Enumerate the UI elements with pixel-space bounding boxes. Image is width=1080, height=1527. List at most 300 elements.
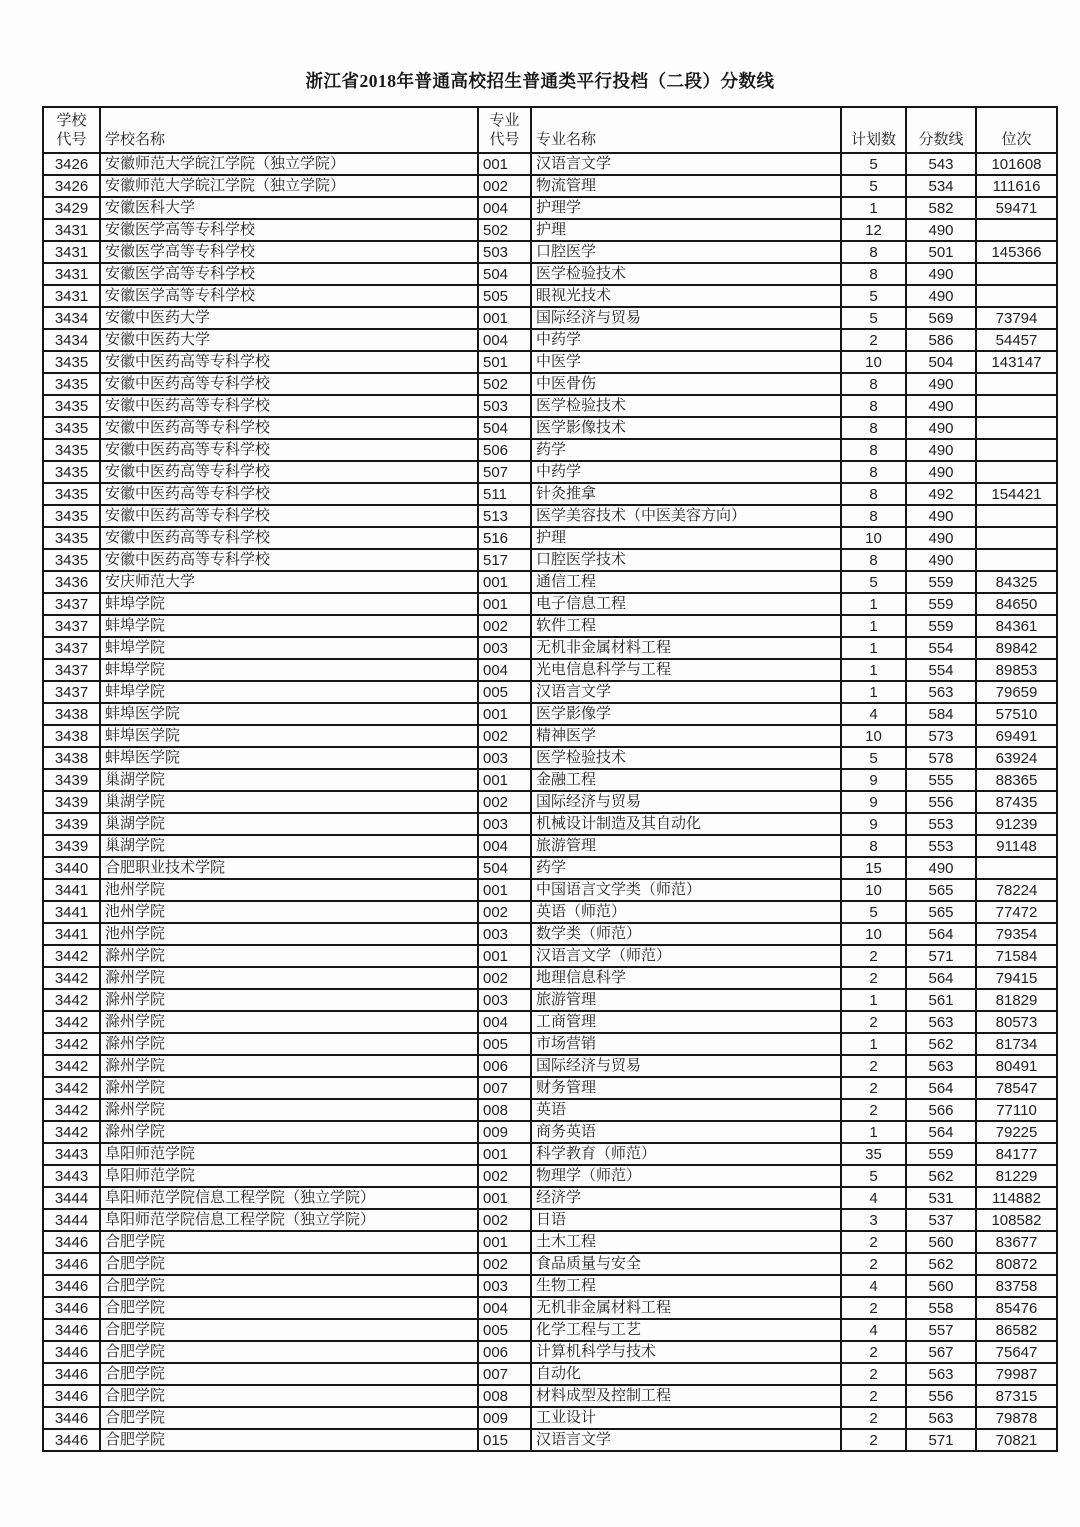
cell-major-code: 002 bbox=[478, 615, 531, 637]
cell-major-name: 无机非金属材料工程 bbox=[531, 1297, 841, 1319]
table-row bbox=[43, 461, 1057, 483]
cell-major-name: 生物工程 bbox=[531, 1275, 841, 1297]
table-row bbox=[43, 219, 1057, 241]
cell-major-name: 医学影像学 bbox=[531, 703, 841, 725]
cell-plan-count: 8 bbox=[841, 417, 906, 439]
cell-major-name: 国际经济与贸易 bbox=[531, 307, 841, 329]
cell-school-name: 安徽师范大学皖江学院（独立学院） bbox=[100, 153, 478, 175]
table-row bbox=[43, 769, 1057, 791]
cell-score-line: 573 bbox=[906, 725, 976, 747]
table-row bbox=[43, 1077, 1057, 1099]
cell-rank: 88365 bbox=[976, 769, 1057, 791]
cell-major-code: 001 bbox=[478, 1231, 531, 1253]
cell-rank: 114882 bbox=[976, 1187, 1057, 1209]
cell-major-name: 药学 bbox=[531, 857, 841, 879]
cell-school-name: 滁州学院 bbox=[100, 1077, 478, 1099]
cell-major-name: 计算机科学与技术 bbox=[531, 1341, 841, 1363]
cell-major-name: 金融工程 bbox=[531, 769, 841, 791]
cell-plan-count: 1 bbox=[841, 989, 906, 1011]
cell-school-code: 3442 bbox=[43, 1055, 100, 1077]
cell-rank: 84177 bbox=[976, 1143, 1057, 1165]
cell-major-code: 004 bbox=[478, 659, 531, 681]
cell-major-code: 504 bbox=[478, 263, 531, 285]
col-header-plan-count: 计划数 bbox=[841, 107, 906, 153]
cell-school-code: 3437 bbox=[43, 593, 100, 615]
cell-school-name: 合肥职业技术学院 bbox=[100, 857, 478, 879]
cell-school-name: 安徽中医药高等专科学校 bbox=[100, 417, 478, 439]
cell-school-name: 池州学院 bbox=[100, 879, 478, 901]
cell-rank: 154421 bbox=[976, 483, 1057, 505]
cell-school-name: 合肥学院 bbox=[100, 1407, 478, 1429]
table-row bbox=[43, 593, 1057, 615]
cell-major-name: 机械设计制造及其自动化 bbox=[531, 813, 841, 835]
col-header-rank: 位次 bbox=[976, 107, 1057, 153]
cell-rank: 83758 bbox=[976, 1275, 1057, 1297]
cell-score-line: 564 bbox=[906, 1121, 976, 1143]
cell-school-code: 3431 bbox=[43, 241, 100, 263]
table-row bbox=[43, 1253, 1057, 1275]
cell-plan-count: 35 bbox=[841, 1143, 906, 1165]
cell-school-name: 阜阳师范学院 bbox=[100, 1165, 478, 1187]
cell-plan-count: 1 bbox=[841, 615, 906, 637]
cell-plan-count: 2 bbox=[841, 1099, 906, 1121]
cell-score-line: 504 bbox=[906, 351, 976, 373]
cell-school-name: 安徽中医药高等专科学校 bbox=[100, 483, 478, 505]
cell-major-code: 001 bbox=[478, 1143, 531, 1165]
table-row bbox=[43, 813, 1057, 835]
cell-major-code: 001 bbox=[478, 1187, 531, 1209]
cell-school-code: 3441 bbox=[43, 901, 100, 923]
cell-major-code: 005 bbox=[478, 1033, 531, 1055]
cell-major-code: 015 bbox=[478, 1429, 531, 1451]
cell-major-code: 002 bbox=[478, 1209, 531, 1231]
cell-major-code: 003 bbox=[478, 813, 531, 835]
cell-major-code: 007 bbox=[478, 1077, 531, 1099]
cell-school-name: 合肥学院 bbox=[100, 1319, 478, 1341]
cell-school-code: 3435 bbox=[43, 549, 100, 571]
cell-school-code: 3435 bbox=[43, 439, 100, 461]
table-row bbox=[43, 1209, 1057, 1231]
cell-school-name: 安徽医学高等专科学校 bbox=[100, 285, 478, 307]
table-row bbox=[43, 989, 1057, 1011]
table-row bbox=[43, 197, 1057, 219]
cell-school-code: 3442 bbox=[43, 945, 100, 967]
cell-plan-count: 1 bbox=[841, 197, 906, 219]
cell-rank: 108582 bbox=[976, 1209, 1057, 1231]
cell-school-name: 巢湖学院 bbox=[100, 813, 478, 835]
cell-score-line: 543 bbox=[906, 153, 976, 175]
cell-school-code: 3439 bbox=[43, 813, 100, 835]
cell-school-name: 蚌埠学院 bbox=[100, 593, 478, 615]
cell-rank: 86582 bbox=[976, 1319, 1057, 1341]
cell-plan-count: 8 bbox=[841, 439, 906, 461]
cell-school-code: 3437 bbox=[43, 659, 100, 681]
cell-school-name: 阜阳师范学院信息工程学院（独立学院） bbox=[100, 1187, 478, 1209]
cell-plan-count: 9 bbox=[841, 791, 906, 813]
cell-plan-count: 2 bbox=[841, 1011, 906, 1033]
col-header-school-code-line2: 代号 bbox=[56, 132, 87, 148]
cell-major-code: 001 bbox=[478, 593, 531, 615]
cell-score-line: 531 bbox=[906, 1187, 976, 1209]
cell-score-line: 559 bbox=[906, 593, 976, 615]
cell-school-code: 3436 bbox=[43, 571, 100, 593]
cell-score-line: 565 bbox=[906, 879, 976, 901]
cell-score-line: 554 bbox=[906, 659, 976, 681]
page-title: 浙江省2018年普通高校招生普通类平行投档（二段）分数线 bbox=[305, 71, 775, 91]
cell-school-name: 安徽中医药高等专科学校 bbox=[100, 505, 478, 527]
cell-major-name: 材料成型及控制工程 bbox=[531, 1385, 841, 1407]
cell-rank: 84650 bbox=[976, 593, 1057, 615]
cell-major-name: 财务管理 bbox=[531, 1077, 841, 1099]
cell-plan-count: 5 bbox=[841, 901, 906, 923]
cell-rank: 79415 bbox=[976, 967, 1057, 989]
cell-major-name: 电子信息工程 bbox=[531, 593, 841, 615]
cell-major-code: 001 bbox=[478, 307, 531, 329]
col-header-school-code bbox=[43, 107, 100, 153]
cell-major-code: 005 bbox=[478, 681, 531, 703]
cell-rank bbox=[976, 373, 1057, 395]
cell-plan-count: 4 bbox=[841, 1187, 906, 1209]
cell-score-line: 554 bbox=[906, 637, 976, 659]
cell-school-name: 合肥学院 bbox=[100, 1363, 478, 1385]
cell-major-name: 自动化 bbox=[531, 1363, 841, 1385]
table-row bbox=[43, 1231, 1057, 1253]
cell-major-code: 502 bbox=[478, 373, 531, 395]
cell-school-code: 3437 bbox=[43, 637, 100, 659]
cell-plan-count: 1 bbox=[841, 681, 906, 703]
cell-score-line: 565 bbox=[906, 901, 976, 923]
cell-rank: 75647 bbox=[976, 1341, 1057, 1363]
cell-rank: 81229 bbox=[976, 1165, 1057, 1187]
cell-rank bbox=[976, 219, 1057, 241]
cell-rank: 79354 bbox=[976, 923, 1057, 945]
cell-rank: 91148 bbox=[976, 835, 1057, 857]
table-row bbox=[43, 835, 1057, 857]
table-row bbox=[43, 351, 1057, 373]
cell-school-code: 3446 bbox=[43, 1429, 100, 1451]
cell-major-name: 国际经济与贸易 bbox=[531, 1055, 841, 1077]
cell-score-line: 563 bbox=[906, 1055, 976, 1077]
cell-school-name: 安徽中医药大学 bbox=[100, 329, 478, 351]
cell-school-code: 3435 bbox=[43, 395, 100, 417]
cell-major-name: 护理 bbox=[531, 219, 841, 241]
cell-major-code: 001 bbox=[478, 945, 531, 967]
cell-major-code: 502 bbox=[478, 219, 531, 241]
cell-score-line: 559 bbox=[906, 1143, 976, 1165]
cell-major-code: 501 bbox=[478, 351, 531, 373]
cell-major-code: 004 bbox=[478, 197, 531, 219]
cell-school-code: 3446 bbox=[43, 1297, 100, 1319]
cell-score-line: 562 bbox=[906, 1165, 976, 1187]
cell-school-code: 3438 bbox=[43, 747, 100, 769]
cell-school-code: 3442 bbox=[43, 989, 100, 1011]
cell-school-name: 阜阳师范学院信息工程学院（独立学院） bbox=[100, 1209, 478, 1231]
cell-school-name: 蚌埠医学院 bbox=[100, 703, 478, 725]
cell-score-line: 564 bbox=[906, 1077, 976, 1099]
cell-plan-count: 1 bbox=[841, 593, 906, 615]
cell-school-code: 3444 bbox=[43, 1209, 100, 1231]
cell-plan-count: 5 bbox=[841, 747, 906, 769]
cell-score-line: 490 bbox=[906, 857, 976, 879]
cell-score-line: 567 bbox=[906, 1341, 976, 1363]
cell-rank: 79225 bbox=[976, 1121, 1057, 1143]
cell-rank: 143147 bbox=[976, 351, 1057, 373]
table-header bbox=[43, 107, 1057, 153]
cell-major-name: 医学影像技术 bbox=[531, 417, 841, 439]
table-row bbox=[43, 527, 1057, 549]
cell-plan-count: 1 bbox=[841, 659, 906, 681]
cell-score-line: 564 bbox=[906, 923, 976, 945]
cell-score-line: 490 bbox=[906, 461, 976, 483]
cell-major-name: 眼视光技术 bbox=[531, 285, 841, 307]
cell-score-line: 490 bbox=[906, 505, 976, 527]
cell-school-name: 巢湖学院 bbox=[100, 791, 478, 813]
cell-major-name: 药学 bbox=[531, 439, 841, 461]
cell-major-name: 医学检验技术 bbox=[531, 263, 841, 285]
cell-school-name: 蚌埠学院 bbox=[100, 681, 478, 703]
cell-score-line: 555 bbox=[906, 769, 976, 791]
cell-score-line: 557 bbox=[906, 1319, 976, 1341]
cell-score-line: 563 bbox=[906, 681, 976, 703]
cell-school-code: 3437 bbox=[43, 681, 100, 703]
cell-school-name: 安徽中医药高等专科学校 bbox=[100, 351, 478, 373]
cell-major-name: 汉语言文学 bbox=[531, 681, 841, 703]
cell-rank: 63924 bbox=[976, 747, 1057, 769]
cell-plan-count: 2 bbox=[841, 1407, 906, 1429]
table-row bbox=[43, 1407, 1057, 1429]
cell-school-name: 池州学院 bbox=[100, 923, 478, 945]
cell-major-code: 003 bbox=[478, 637, 531, 659]
cell-major-name: 汉语言文学 bbox=[531, 153, 841, 175]
table-row bbox=[43, 483, 1057, 505]
cell-school-code: 3443 bbox=[43, 1143, 100, 1165]
cell-plan-count: 4 bbox=[841, 1319, 906, 1341]
cell-score-line: 559 bbox=[906, 615, 976, 637]
cell-plan-count: 1 bbox=[841, 1033, 906, 1055]
cell-school-code: 3440 bbox=[43, 857, 100, 879]
cell-school-code: 3442 bbox=[43, 967, 100, 989]
cell-school-name: 安徽中医药大学 bbox=[100, 307, 478, 329]
table-row bbox=[43, 703, 1057, 725]
table-body bbox=[43, 153, 1057, 1451]
cell-plan-count: 10 bbox=[841, 725, 906, 747]
cell-school-code: 3431 bbox=[43, 219, 100, 241]
cell-plan-count: 2 bbox=[841, 1253, 906, 1275]
cell-major-code: 003 bbox=[478, 989, 531, 1011]
cell-major-code: 005 bbox=[478, 1319, 531, 1341]
table-row bbox=[43, 175, 1057, 197]
cell-major-name: 科学教育（师范） bbox=[531, 1143, 841, 1165]
cell-plan-count: 2 bbox=[841, 1077, 906, 1099]
cell-rank: 83677 bbox=[976, 1231, 1057, 1253]
cell-school-name: 安徽中医药高等专科学校 bbox=[100, 549, 478, 571]
cell-major-name: 医学美容技术（中医美容方向） bbox=[531, 505, 841, 527]
cell-major-name: 物流管理 bbox=[531, 175, 841, 197]
table-row bbox=[43, 681, 1057, 703]
cell-plan-count: 2 bbox=[841, 967, 906, 989]
cell-rank: 85476 bbox=[976, 1297, 1057, 1319]
table-row bbox=[43, 571, 1057, 593]
cell-school-code: 3438 bbox=[43, 725, 100, 747]
cell-major-name: 数学类（师范） bbox=[531, 923, 841, 945]
score-table bbox=[42, 106, 1058, 1452]
cell-major-name: 通信工程 bbox=[531, 571, 841, 593]
cell-plan-count: 2 bbox=[841, 1055, 906, 1077]
cell-school-code: 3435 bbox=[43, 461, 100, 483]
cell-rank bbox=[976, 263, 1057, 285]
cell-score-line: 556 bbox=[906, 1385, 976, 1407]
cell-major-name: 中医学 bbox=[531, 351, 841, 373]
cell-major-code: 004 bbox=[478, 1011, 531, 1033]
cell-score-line: 490 bbox=[906, 549, 976, 571]
table-row bbox=[43, 747, 1057, 769]
table-row bbox=[43, 439, 1057, 461]
cell-major-code: 503 bbox=[478, 241, 531, 263]
cell-plan-count: 8 bbox=[841, 549, 906, 571]
cell-school-name: 滁州学院 bbox=[100, 1121, 478, 1143]
cell-plan-count: 5 bbox=[841, 1165, 906, 1187]
cell-rank: 84361 bbox=[976, 615, 1057, 637]
cell-score-line: 501 bbox=[906, 241, 976, 263]
col-header-major-name: 专业名称 bbox=[531, 107, 841, 153]
cell-plan-count: 4 bbox=[841, 1275, 906, 1297]
cell-plan-count: 9 bbox=[841, 813, 906, 835]
cell-school-code: 3442 bbox=[43, 1077, 100, 1099]
cell-school-name: 蚌埠学院 bbox=[100, 637, 478, 659]
table-row bbox=[43, 615, 1057, 637]
cell-major-name: 经济学 bbox=[531, 1187, 841, 1209]
cell-school-name: 蚌埠学院 bbox=[100, 659, 478, 681]
cell-rank: 111616 bbox=[976, 175, 1057, 197]
cell-major-code: 002 bbox=[478, 967, 531, 989]
cell-school-name: 滁州学院 bbox=[100, 945, 478, 967]
cell-school-name: 安徽师范大学皖江学院（独立学院） bbox=[100, 175, 478, 197]
table-row bbox=[43, 285, 1057, 307]
cell-school-code: 3446 bbox=[43, 1385, 100, 1407]
cell-major-name: 口腔医学 bbox=[531, 241, 841, 263]
table-row bbox=[43, 923, 1057, 945]
cell-major-code: 001 bbox=[478, 879, 531, 901]
cell-major-code: 513 bbox=[478, 505, 531, 527]
cell-plan-count: 4 bbox=[841, 703, 906, 725]
cell-rank: 101608 bbox=[976, 153, 1057, 175]
cell-major-name: 护理 bbox=[531, 527, 841, 549]
cell-school-name: 安徽中医药高等专科学校 bbox=[100, 461, 478, 483]
cell-score-line: 563 bbox=[906, 1363, 976, 1385]
cell-plan-count: 8 bbox=[841, 395, 906, 417]
cell-rank: 78547 bbox=[976, 1077, 1057, 1099]
table-row bbox=[43, 1319, 1057, 1341]
table-row bbox=[43, 263, 1057, 285]
cell-plan-count: 2 bbox=[841, 1385, 906, 1407]
cell-rank bbox=[976, 417, 1057, 439]
cell-score-line: 564 bbox=[906, 967, 976, 989]
cell-major-name: 医学检验技术 bbox=[531, 747, 841, 769]
cell-major-code: 001 bbox=[478, 153, 531, 175]
cell-major-name: 软件工程 bbox=[531, 615, 841, 637]
cell-major-name: 中药学 bbox=[531, 329, 841, 351]
table-row bbox=[43, 637, 1057, 659]
cell-school-name: 合肥学院 bbox=[100, 1253, 478, 1275]
cell-plan-count: 5 bbox=[841, 307, 906, 329]
cell-plan-count: 2 bbox=[841, 1297, 906, 1319]
cell-major-name: 土木工程 bbox=[531, 1231, 841, 1253]
cell-school-code: 3437 bbox=[43, 615, 100, 637]
cell-school-name: 滁州学院 bbox=[100, 967, 478, 989]
cell-plan-count: 8 bbox=[841, 373, 906, 395]
cell-major-code: 511 bbox=[478, 483, 531, 505]
cell-school-code: 3442 bbox=[43, 1011, 100, 1033]
cell-rank: 69491 bbox=[976, 725, 1057, 747]
table-row bbox=[43, 901, 1057, 923]
cell-score-line: 490 bbox=[906, 395, 976, 417]
table-row bbox=[43, 1165, 1057, 1187]
cell-rank bbox=[976, 527, 1057, 549]
cell-school-name: 池州学院 bbox=[100, 901, 478, 923]
table-row bbox=[43, 395, 1057, 417]
cell-school-code: 3435 bbox=[43, 527, 100, 549]
cell-score-line: 562 bbox=[906, 1253, 976, 1275]
cell-plan-count: 2 bbox=[841, 329, 906, 351]
cell-major-name: 护理学 bbox=[531, 197, 841, 219]
cell-major-name: 汉语言文学 bbox=[531, 1429, 841, 1451]
cell-plan-count: 5 bbox=[841, 175, 906, 197]
cell-rank bbox=[976, 549, 1057, 571]
cell-score-line: 560 bbox=[906, 1231, 976, 1253]
cell-rank: 79987 bbox=[976, 1363, 1057, 1385]
cell-major-code: 007 bbox=[478, 1363, 531, 1385]
table-row bbox=[43, 1385, 1057, 1407]
cell-score-line: 578 bbox=[906, 747, 976, 769]
table-row bbox=[43, 241, 1057, 263]
cell-major-name: 英语 bbox=[531, 1099, 841, 1121]
cell-score-line: 563 bbox=[906, 1011, 976, 1033]
cell-school-name: 安庆师范大学 bbox=[100, 571, 478, 593]
cell-rank: 54457 bbox=[976, 329, 1057, 351]
table-row bbox=[43, 1341, 1057, 1363]
cell-school-code: 3439 bbox=[43, 835, 100, 857]
col-header-major-code-line1: 专业 bbox=[489, 113, 520, 129]
cell-major-name: 工商管理 bbox=[531, 1011, 841, 1033]
cell-rank bbox=[976, 857, 1057, 879]
cell-school-name: 合肥学院 bbox=[100, 1231, 478, 1253]
cell-school-name: 阜阳师范学院 bbox=[100, 1143, 478, 1165]
cell-school-name: 合肥学院 bbox=[100, 1385, 478, 1407]
cell-score-line: 490 bbox=[906, 263, 976, 285]
table-row bbox=[43, 967, 1057, 989]
cell-rank: 87435 bbox=[976, 791, 1057, 813]
cell-major-name: 食品质量与安全 bbox=[531, 1253, 841, 1275]
cell-school-code: 3435 bbox=[43, 505, 100, 527]
cell-school-code: 3438 bbox=[43, 703, 100, 725]
cell-rank: 79659 bbox=[976, 681, 1057, 703]
cell-rank: 80491 bbox=[976, 1055, 1057, 1077]
cell-school-name: 安徽医学高等专科学校 bbox=[100, 219, 478, 241]
cell-score-line: 534 bbox=[906, 175, 976, 197]
cell-school-code: 3435 bbox=[43, 417, 100, 439]
cell-rank: 59471 bbox=[976, 197, 1057, 219]
cell-plan-count: 2 bbox=[841, 1429, 906, 1451]
cell-score-line: 553 bbox=[906, 813, 976, 835]
cell-school-code: 3446 bbox=[43, 1319, 100, 1341]
cell-school-name: 蚌埠医学院 bbox=[100, 725, 478, 747]
cell-score-line: 561 bbox=[906, 989, 976, 1011]
cell-rank: 81829 bbox=[976, 989, 1057, 1011]
cell-score-line: 492 bbox=[906, 483, 976, 505]
cell-major-code: 517 bbox=[478, 549, 531, 571]
cell-major-name: 化学工程与工艺 bbox=[531, 1319, 841, 1341]
table-row bbox=[43, 1187, 1057, 1209]
